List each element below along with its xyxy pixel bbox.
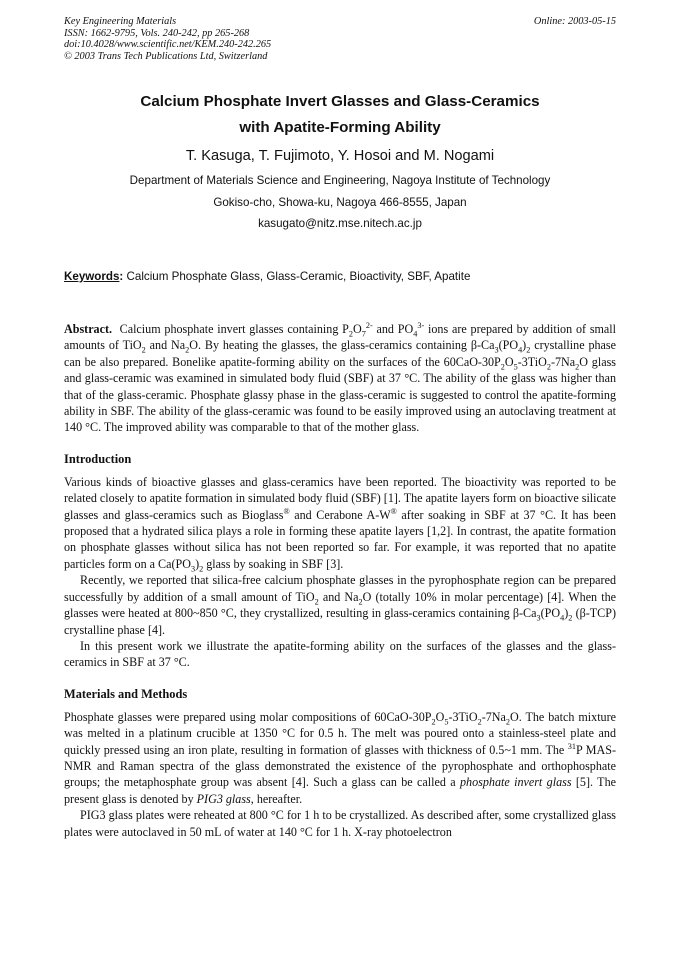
intro-sub: 3 bbox=[190, 564, 196, 574]
abstract-sub: 2 bbox=[526, 345, 531, 355]
abstract-sub: 4 bbox=[518, 345, 523, 355]
abstract-text: -3TiO bbox=[517, 354, 547, 369]
intro-paragraph-2 bbox=[64, 572, 616, 638]
abstract-sub: 2 bbox=[546, 362, 551, 372]
intro-sub: 2 bbox=[358, 597, 363, 607]
methods-heading: Materials and Methods bbox=[64, 686, 188, 701]
introduction-heading: Introduction bbox=[64, 451, 132, 466]
methods-text: P MAS-NMR and Raman spectra of the glass demonstrated the existence of the pyrophosphate and orthophosphate groups; the metaphosphate group was absent [4]. Such a glass can be called a bbox=[64, 742, 616, 790]
abstract-label: Abstract. bbox=[64, 322, 113, 336]
abstract-sup: 2- bbox=[365, 320, 373, 330]
intro-paragraph-3: In this present work we illustrate the apatite-forming ability on the surfaces of the glasses and the glass-ceramics in SBF at 37 °C. bbox=[64, 638, 616, 670]
abstract-text: O bbox=[504, 354, 514, 369]
intro-sub: 2 bbox=[199, 564, 204, 574]
abstract-text: -7Na bbox=[550, 354, 576, 369]
intro-sub: 2 bbox=[568, 613, 573, 623]
title-line-2: with Apatite-Forming Ability bbox=[239, 119, 441, 136]
term-italic: phosphate invert glass bbox=[460, 775, 572, 790]
author-email: kasugato@nitz.mse.nitech.ac.jp bbox=[258, 217, 422, 230]
methods-text: -3TiO bbox=[448, 709, 478, 724]
abstract-text: O. By heating the glasses, the glass-ceramics containing β-Ca bbox=[189, 338, 495, 353]
abstract-paragraph bbox=[64, 321, 616, 436]
intro-text: (PO bbox=[540, 606, 561, 621]
methods-sup: 31 bbox=[567, 741, 576, 751]
methods-paragraph-1 bbox=[64, 709, 616, 807]
intro-text: after soaking in SBF at 37 °C. It has been proposed that a hydrated silica plays a role in forming these apatite layers [1,2]. In contrast, the apatite formation on phosphate glasses without silica has not been reported so far. For example, it was reported that no apatite particles form on a Ca(PO bbox=[64, 507, 616, 571]
title-line-1: Calcium Phosphate Invert Glasses and Glass-Ceramics bbox=[140, 93, 540, 110]
intro-text: and Cerabone A-W bbox=[289, 507, 391, 522]
paper-body bbox=[64, 321, 616, 840]
intro-sub: 2 bbox=[314, 597, 319, 607]
abstract-text: crystalline phase can be also prepared. Bonelike apatite-forming ability on the surfaces of the 60CaO-30P bbox=[64, 338, 616, 369]
affiliation-department: Department of Materials Science and Engineering, Nagoya Institute of Technology bbox=[129, 174, 551, 187]
methods-text: O bbox=[435, 709, 445, 724]
intro-text: O (totally 10% in molar percentage) [4]. When the glasses were heated at 800~850 °C, they crystallized, resulting in glass-ceramics containing β-Ca bbox=[64, 589, 616, 621]
methods-sub: 2 bbox=[505, 717, 510, 727]
abstract-sub: 2 bbox=[185, 345, 190, 355]
methods-text: -7Na bbox=[481, 709, 506, 724]
abstract-sub: 2 bbox=[500, 362, 505, 372]
registered-mark: ® bbox=[390, 506, 397, 516]
abstract-text: Calcium phosphate invert glasses containing P bbox=[119, 322, 349, 336]
methods-text: , hereafter. bbox=[250, 791, 303, 806]
intro-text: Various kinds of bioactive glasses and glass-ceramics have been reported. The bioactivity was reported to be related closely to apatite formation in simulated body fluid (SBF) [1]. The apatite layers form on bioactive silicate glasses and glass-ceramics such as Bioglass bbox=[64, 474, 616, 522]
online-date: Online: 2003-05-15 bbox=[533, 16, 616, 27]
journal-name: Key Engineering Materials bbox=[64, 16, 177, 27]
abstract-text: ions are prepared by addition of small amounts of TiO bbox=[64, 322, 617, 353]
methods-text: Phosphate glasses were prepared using molar compositions of 60CaO-30P bbox=[64, 709, 432, 724]
affiliation bbox=[64, 170, 616, 235]
abstract-text: O glass and glass-ceramic was examined in simulated body fluid (SBF) at 37 °C. The ability of the glass was higher than that of the glass-ceramic. Phosphate glassy phase in the glass-ceramic is suggested to control the apatite-forming ability in SBF. The ability of the glass-ceramic was found to be easily improved using an autoclaving treatment at 140 °C. The improved ability was comparable to that of the mother glass. bbox=[64, 354, 616, 435]
methods-sub: 2 bbox=[477, 717, 482, 727]
intro-paragraph-1 bbox=[64, 474, 616, 572]
abstract-sub: 2 bbox=[575, 362, 580, 372]
paper-title bbox=[64, 89, 616, 141]
intro-text: ) bbox=[195, 556, 200, 571]
abstract-sub: 3 bbox=[494, 345, 499, 355]
abstract-sub: 7 bbox=[361, 329, 366, 339]
methods-text: O. The batch mixture was melted in a platinum crucible at 1350 °C for 0.5 h. The melt was poured onto a stainless-steel plate and quickly pressed using an iron plate, resulting in formation of glasses with thickness of 0.5~1 mm. The bbox=[64, 709, 617, 757]
methods-text: [5]. The present glass is denoted by bbox=[64, 775, 616, 806]
journal-header bbox=[64, 16, 616, 62]
author-list: T. Kasuga, T. Fujimoto, Y. Hosoi and M. Nogami bbox=[185, 148, 495, 164]
methods-sub: 5 bbox=[444, 717, 449, 727]
copyright-line: © 2003 Trans Tech Publications Ltd, Switzerland bbox=[64, 50, 268, 62]
intro-text: (β-TCP) crystalline phase [4]. bbox=[64, 606, 616, 637]
intro-text: ) bbox=[564, 606, 569, 621]
intro-text: Recently, we reported that silica-free calcium phosphate glasses in the pyrophosphate region can be prepared successfully by addition of a small amount of TiO bbox=[64, 573, 616, 604]
abstract-text: and PO bbox=[372, 322, 414, 336]
abstract-text: (PO bbox=[498, 338, 519, 353]
abstract-sub: 2 bbox=[348, 329, 353, 339]
intro-sub: 3 bbox=[536, 613, 541, 623]
abstract-text: O bbox=[353, 322, 362, 336]
doi-line: doi:10.4028/www.scientific.net/KEM.240-242.265 bbox=[64, 39, 272, 51]
intro-sub: 4 bbox=[560, 613, 565, 623]
abstract-text: ) bbox=[522, 338, 527, 353]
abstract-sub: 2 bbox=[141, 345, 146, 355]
intro-text: glass by soaking in SBF [3]. bbox=[203, 556, 344, 571]
term-italic: PIG3 glass bbox=[196, 791, 251, 806]
registered-mark: ® bbox=[283, 506, 290, 516]
keywords: Keywords: Calcium Phosphate Glass, Glass-Ceramic, Bioactivity, SBF, Apatite bbox=[64, 270, 471, 283]
methods-sub: 2 bbox=[431, 717, 436, 727]
abstract-sup: 3- bbox=[417, 320, 425, 330]
affiliation-address: Gokiso-cho, Showa-ku, Nagoya 466-8555, Japan bbox=[213, 195, 467, 209]
intro-text: and Na bbox=[318, 589, 359, 604]
abstract-sub: 4 bbox=[413, 329, 418, 339]
keywords-label: Keywords bbox=[64, 270, 120, 283]
abstract-sub: 5 bbox=[513, 362, 518, 372]
keywords-text: Calcium Phosphate Glass, Glass-Ceramic, Bioactivity, SBF, Apatite bbox=[126, 270, 471, 283]
abstract-text: and Na bbox=[145, 338, 186, 353]
methods-paragraph-2: PIG3 glass plates were reheated at 800 °C for 1 h to be crystallized. As described after, some crystallized glass plates were autoclaved in 50 mL of water at 140 °C for 1 h. X-ray photoelectron bbox=[64, 808, 616, 839]
issn-line: ISSN: 1662-9795, Vols. 240-242, pp 265-268 bbox=[64, 27, 250, 39]
